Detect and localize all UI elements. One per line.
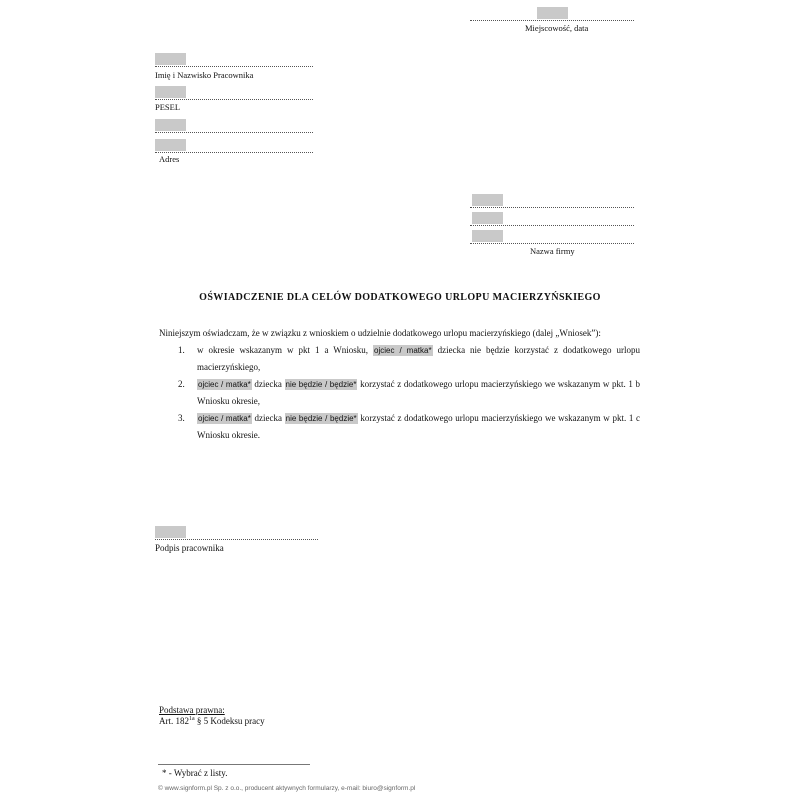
legal-basis-heading: Podstawa prawna:	[159, 705, 225, 715]
company-line1-field[interactable]	[472, 194, 503, 206]
article-prefix: Art. 182	[159, 716, 189, 726]
item-text: korzystać z dodatkowego urlopu macierzyńskiego we wskazanym w pkt. 1 b Wniosku okresie,	[197, 379, 641, 406]
declaration-item-2	[178, 376, 640, 410]
place-date-field[interactable]	[537, 7, 568, 19]
legal-basis-article	[159, 716, 265, 726]
parent-select-dropdown[interactable]: ojciec / matka*	[374, 346, 432, 355]
document-title: OŚWIADCZENIE DLA CELÓW DODATKOWEGO URLOPU MACIERZYŃSKIEGO	[199, 292, 601, 303]
article-suffix: § 5 Kodeksu pracy	[196, 716, 265, 726]
footnote-separator	[158, 764, 310, 765]
parent-select-dropdown[interactable]: ojciec / matka*	[198, 414, 251, 423]
company-line3-line	[470, 243, 634, 244]
pesel-line	[155, 99, 313, 100]
company-name-label: Nazwa firmy	[530, 246, 575, 256]
item-text: dziecka	[254, 379, 282, 389]
item-number: 1.	[178, 345, 185, 355]
address-line2-field[interactable]	[155, 139, 186, 151]
item-number: 2.	[178, 379, 185, 389]
item-number: 3.	[178, 413, 185, 423]
item-text: w okresie wskazanym w pkt 1 a Wniosku,	[197, 345, 369, 355]
address-line1-field[interactable]	[155, 119, 186, 131]
pesel-field[interactable]	[155, 86, 186, 98]
employee-name-field[interactable]	[155, 53, 186, 65]
address-line2-line	[155, 152, 313, 153]
footnote: * - Wybrać z listy.	[162, 768, 228, 778]
company-line2-field[interactable]	[472, 212, 503, 224]
signature-field[interactable]	[155, 526, 186, 538]
place-date-label: Miejscowość, data	[525, 23, 589, 33]
company-line3-field[interactable]	[472, 230, 503, 242]
place-date-line	[470, 20, 634, 21]
article-superscript: 1a	[189, 716, 195, 722]
employee-name-label: Imię i Nazwisko Pracownika	[155, 70, 254, 80]
declaration-item-3	[178, 410, 640, 444]
will-use-select-dropdown[interactable]: nie będzie / będzie*	[285, 414, 357, 423]
intro-text: Niniejszym oświadczam, że w związku z wnioskiem o udzielnie dodatkowego urlopu macierzyńskiego (dalej „Wniosek”):	[159, 328, 601, 338]
company-line2-line	[470, 225, 634, 226]
item-text: dziecka	[254, 413, 282, 423]
copyright-footer: © www.signform.pl Sp. z o.o., producent aktywnych formularzy, e-mail: biuro@signform.pl	[158, 785, 416, 792]
declaration-item-1	[178, 342, 640, 376]
item-text: dziecka nie będzie korzystać z dodatkowego urlopu macierzyńskiego,	[197, 345, 640, 372]
will-use-select-dropdown[interactable]: nie będzie / będzie*	[285, 380, 357, 389]
item-text: korzystać z dodatkowego urlopu macierzyńskiego we wskazanym w pkt. 1 c Wniosku okresie.	[197, 413, 641, 440]
signature-line	[155, 539, 318, 540]
address-label: Adres	[159, 154, 180, 164]
pesel-label: PESEL	[155, 102, 181, 112]
signature-label: Podpis pracownika	[155, 543, 224, 553]
declaration-list	[178, 342, 640, 444]
address-line1-line	[155, 132, 313, 133]
employee-name-line	[155, 66, 313, 67]
company-line1-line	[470, 207, 634, 208]
parent-select-dropdown[interactable]: ojciec / matka*	[198, 380, 251, 389]
